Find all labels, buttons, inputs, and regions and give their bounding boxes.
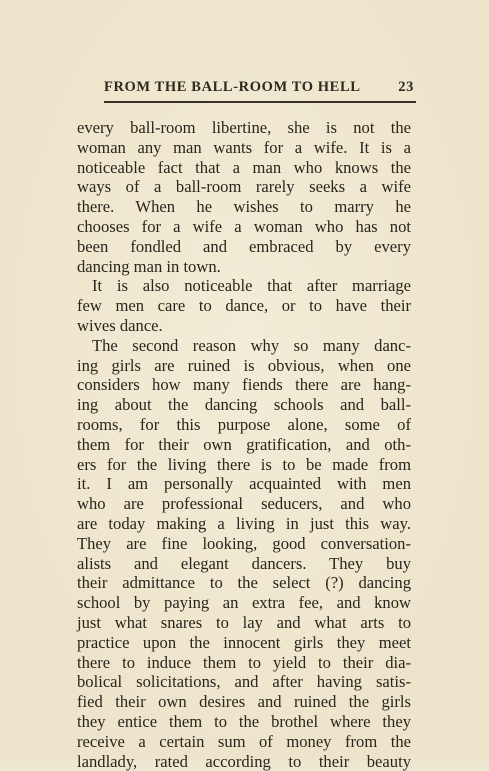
text-line: practice upon the innocent girls they meet — [77, 633, 411, 653]
text-line: dancing man in town. — [77, 257, 411, 277]
text-line: landlady, rated according to their beauty — [77, 752, 411, 771]
paragraph-first-line: The second reason why so many danc- — [77, 336, 411, 356]
body-text — [77, 118, 411, 771]
text-line: ways of a ball-room rarely seeks a wife — [77, 177, 411, 197]
text-line: They are fine looking, good conversation- — [77, 534, 411, 554]
text-line: who are professional seducers, and who — [77, 494, 411, 514]
page-number: 23 — [398, 79, 414, 96]
text-line: ing about the dancing schools and ball- — [77, 395, 411, 415]
text-line: it. I am personally acquainted with men — [77, 474, 411, 494]
text-line: their admittance to the select (?) dancing — [77, 573, 411, 593]
text-line: rooms, for this purpose alone, some of — [77, 415, 411, 435]
text-line: receive a certain sum of money from the — [77, 732, 411, 752]
text-line: them for their own gratification, and oth- — [77, 435, 411, 455]
text-line: woman any man wants for a wife. It is a — [77, 138, 411, 158]
running-title: FROM THE BALL-ROOM TO HELL — [104, 79, 361, 96]
text-line: school by paying an extra fee, and know — [77, 593, 411, 613]
text-line: there. When he wishes to marry he — [77, 197, 411, 217]
text-line: alists and elegant dancers. They buy — [77, 554, 411, 574]
text-line: every ball-room libertine, she is not the — [77, 118, 411, 138]
text-line: ing girls are ruined is obvious, when one — [77, 356, 411, 376]
text-line: been fondled and embraced by every — [77, 237, 411, 257]
text-line: fied their own desires and ruined the girls — [77, 692, 411, 712]
text-line: bolical solicitations, and after having satis- — [77, 672, 411, 692]
text-line: few men care to dance, or to have their — [77, 296, 411, 316]
running-head — [104, 79, 414, 96]
text-line: considers how many fiends there are hang- — [77, 375, 411, 395]
text-line: noticeable fact that a man who knows the — [77, 158, 411, 178]
text-line: ers for the living there is to be made from — [77, 455, 411, 475]
text-line: just what snares to lay and what arts to — [77, 613, 411, 633]
text-line: are today making a living in just this way. — [77, 514, 411, 534]
text-line: there to induce them to yield to their dia- — [77, 653, 411, 673]
text-line: chooses for a wife a woman who has not — [77, 217, 411, 237]
header-rule — [104, 101, 416, 103]
text-line: wives dance. — [77, 316, 411, 336]
text-line: they entice them to the brothel where they — [77, 712, 411, 732]
paragraph-first-line: It is also noticeable that after marriage — [77, 276, 411, 296]
